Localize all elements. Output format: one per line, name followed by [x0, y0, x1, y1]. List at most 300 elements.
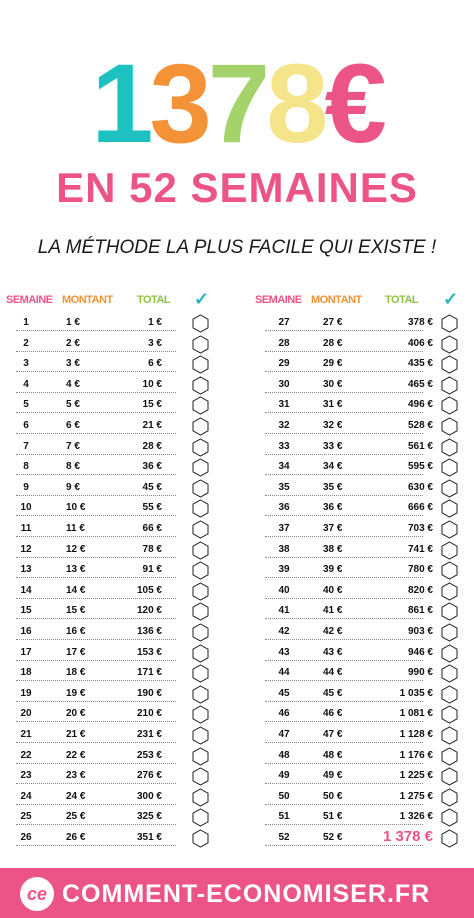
- row-divider: [16, 598, 176, 599]
- checkbox-hexagon[interactable]: [441, 788, 458, 807]
- running-total: 91 €: [142, 564, 162, 576]
- checkbox-hexagon[interactable]: [192, 499, 209, 518]
- table-row: [0, 498, 237, 519]
- row-divider: [265, 515, 423, 516]
- running-total: 528 €: [407, 420, 433, 431]
- row-divider: [16, 412, 176, 413]
- week-number: 38: [278, 543, 290, 555]
- title-part: €: [324, 41, 383, 166]
- week-amount: 35 €: [323, 481, 343, 493]
- title-part: 3: [149, 41, 208, 166]
- table-row: [0, 416, 237, 437]
- checkbox-hexagon[interactable]: [441, 376, 458, 395]
- table-row: [0, 807, 237, 828]
- checkbox-hexagon[interactable]: [441, 314, 458, 333]
- checkbox-hexagon[interactable]: [441, 417, 458, 436]
- checkbox-hexagon[interactable]: [441, 726, 458, 745]
- week-amount: 4 €: [66, 378, 80, 390]
- table-row: [0, 622, 237, 643]
- checkbox-hexagon[interactable]: [192, 541, 209, 560]
- week-number: 3: [23, 358, 29, 370]
- table-row: [0, 581, 237, 602]
- week-amount: 24 €: [66, 790, 86, 802]
- row-divider: [16, 680, 176, 681]
- checkbox-hexagon[interactable]: [441, 561, 458, 580]
- checkbox-hexagon[interactable]: [192, 726, 209, 745]
- running-total: 45 €: [142, 481, 162, 493]
- table-row: [0, 540, 237, 561]
- week-amount: 11 €: [66, 523, 85, 534]
- running-total: 496 €: [407, 399, 433, 411]
- running-total: 1 €: [148, 317, 162, 328]
- checkbox-hexagon[interactable]: [192, 479, 209, 498]
- checkbox-hexagon[interactable]: [441, 767, 458, 786]
- checkbox-hexagon[interactable]: [192, 829, 209, 848]
- checkbox-hexagon[interactable]: [441, 355, 458, 374]
- row-divider: [265, 660, 423, 661]
- running-total: 276 €: [136, 770, 162, 782]
- row-divider: [265, 412, 423, 413]
- week-number: 19: [20, 687, 32, 699]
- week-amount: 40 €: [323, 584, 343, 596]
- checkbox-hexagon[interactable]: [441, 479, 458, 498]
- table-row: [237, 684, 474, 705]
- running-total: 666 €: [407, 502, 433, 514]
- week-number: 37: [278, 523, 290, 534]
- week-amount: 46 €: [323, 708, 343, 720]
- running-total: 1 035 €: [399, 687, 433, 699]
- running-total: 210 €: [136, 708, 162, 720]
- checkbox-hexagon[interactable]: [441, 438, 458, 457]
- week-amount: 8 €: [66, 461, 80, 473]
- row-divider: [265, 495, 423, 496]
- checkbox-hexagon[interactable]: [441, 623, 458, 642]
- week-amount: 12 €: [66, 543, 86, 555]
- column-header-total: TOTAL: [137, 294, 171, 306]
- week-amount: 43 €: [323, 646, 343, 658]
- week-number: 35: [278, 481, 290, 493]
- checkbox-hexagon[interactable]: [192, 458, 209, 477]
- checkbox-hexagon[interactable]: [192, 376, 209, 395]
- week-number: 45: [278, 687, 290, 699]
- column-header-week: SEMAINE: [6, 294, 53, 306]
- week-number: 6: [23, 420, 29, 431]
- table-row: [237, 498, 474, 519]
- running-total: 780 €: [407, 564, 433, 576]
- week-number: 41: [278, 605, 290, 617]
- running-total: 21 €: [142, 420, 162, 431]
- running-total: 1 128 €: [399, 729, 433, 740]
- week-amount: 7 €: [66, 440, 80, 452]
- checkmark-icon: ✓: [443, 289, 459, 309]
- column-header-total: TOTAL: [385, 294, 419, 306]
- week-amount: 29 €: [323, 358, 343, 370]
- week-number: 46: [278, 708, 290, 720]
- column-header-week: SEMAINE: [255, 294, 302, 306]
- checkbox-hexagon[interactable]: [192, 623, 209, 642]
- row-divider: [16, 639, 176, 640]
- checkbox-hexagon[interactable]: [192, 705, 209, 724]
- checkbox-hexagon[interactable]: [192, 747, 209, 766]
- table-row: [0, 375, 237, 396]
- checkbox-hexagon[interactable]: [192, 808, 209, 827]
- table-row: [237, 313, 474, 334]
- table-row: [237, 375, 474, 396]
- table-row: [237, 663, 474, 684]
- row-divider: [16, 845, 176, 846]
- running-total: 703 €: [407, 523, 433, 534]
- title-part: 1: [91, 41, 150, 166]
- running-total: 1 326 €: [399, 811, 433, 823]
- week-number: 31: [278, 399, 290, 411]
- page-subtitle: EN 52 SEMAINES: [56, 164, 418, 211]
- title-part: 8: [266, 41, 325, 166]
- savings-table-left: [0, 288, 237, 853]
- week-number: 39: [278, 564, 290, 576]
- table-row: [237, 540, 474, 561]
- week-number: 32: [278, 420, 290, 431]
- week-number: 49: [278, 770, 290, 782]
- running-total: 6 €: [148, 358, 162, 370]
- week-number: 14: [20, 584, 32, 596]
- checkbox-hexagon[interactable]: [441, 602, 458, 621]
- week-number: 12: [20, 543, 32, 555]
- checkbox-hexagon[interactable]: [441, 829, 458, 848]
- running-total: 378 €: [407, 317, 433, 328]
- week-number: 18: [20, 667, 32, 679]
- row-divider: [265, 474, 423, 475]
- row-divider: [265, 618, 423, 619]
- week-amount: 41 €: [323, 605, 343, 617]
- week-number: 24: [20, 790, 32, 802]
- running-total: 435 €: [407, 358, 433, 370]
- table-row: [237, 478, 474, 499]
- table-row: [237, 787, 474, 808]
- row-divider: [265, 454, 423, 455]
- row-divider: [16, 742, 176, 743]
- week-number: 23: [20, 770, 32, 782]
- checkbox-hexagon[interactable]: [192, 520, 209, 539]
- running-total: 15 €: [142, 399, 162, 411]
- table-row: [0, 766, 237, 787]
- week-number: 40: [278, 584, 290, 596]
- week-number: 17: [20, 646, 32, 658]
- running-total: 190 €: [136, 687, 162, 699]
- table-row: [237, 354, 474, 375]
- running-total: 105 €: [136, 584, 162, 596]
- row-divider: [265, 351, 423, 352]
- running-total: 1 176 €: [399, 749, 433, 761]
- week-amount: 38 €: [323, 543, 343, 555]
- week-amount: 48 €: [323, 749, 343, 761]
- running-total: 28 €: [142, 440, 162, 452]
- week-amount: 18 €: [66, 667, 86, 679]
- table-row: [0, 313, 237, 334]
- table-row: [0, 725, 237, 746]
- table-row: [0, 746, 237, 767]
- week-amount: 16 €: [66, 626, 86, 637]
- row-divider: [265, 721, 423, 722]
- row-divider: [16, 721, 176, 722]
- week-amount: 21 €: [66, 729, 86, 740]
- week-amount: 2 €: [66, 337, 80, 349]
- week-amount: 10 €: [66, 502, 86, 514]
- running-total: 561 €: [407, 440, 433, 452]
- checkbox-hexagon[interactable]: [441, 335, 458, 354]
- running-total: 1 225 €: [399, 770, 433, 782]
- title-part: 7: [207, 41, 267, 166]
- table-row: [237, 395, 474, 416]
- row-divider: [16, 351, 176, 352]
- week-number: 30: [278, 378, 290, 390]
- week-amount: 47 €: [323, 729, 343, 740]
- running-total: 66 €: [142, 523, 162, 534]
- table-row: [237, 416, 474, 437]
- running-total: 136 €: [136, 626, 162, 637]
- week-amount: 30 €: [323, 378, 343, 390]
- week-number: 34: [278, 461, 290, 473]
- table-row: [237, 704, 474, 725]
- row-divider: [16, 392, 176, 393]
- week-number: 36: [278, 502, 290, 514]
- row-divider: [16, 557, 176, 558]
- checkbox-hexagon[interactable]: [192, 561, 209, 580]
- week-number: 50: [278, 790, 290, 802]
- table-row: [237, 828, 474, 849]
- table-row: [237, 746, 474, 767]
- row-divider: [16, 701, 176, 702]
- running-total: 120 €: [136, 605, 162, 617]
- week-number: 1: [23, 317, 29, 328]
- table-row: [237, 581, 474, 602]
- week-amount: 31 €: [323, 399, 343, 411]
- running-total: 903 €: [407, 626, 433, 637]
- week-amount: 27 €: [323, 317, 343, 328]
- table-row: [0, 395, 237, 416]
- row-divider: [265, 639, 423, 640]
- row-divider: [265, 371, 423, 372]
- week-amount: 36 €: [323, 502, 343, 514]
- checkbox-hexagon[interactable]: [192, 644, 209, 663]
- week-amount: 14 €: [66, 584, 86, 596]
- week-amount: 19 €: [66, 687, 86, 699]
- grand-total: 1 378 €: [382, 828, 433, 845]
- running-total: 1 275 €: [399, 790, 433, 802]
- running-total: 231 €: [136, 729, 162, 740]
- checkbox-hexagon[interactable]: [441, 664, 458, 683]
- table-row: [237, 457, 474, 478]
- table-row: [0, 519, 237, 540]
- week-amount: 37 €: [323, 523, 343, 534]
- week-amount: 26 €: [66, 832, 86, 843]
- week-amount: 45 €: [323, 687, 343, 699]
- table-row: [0, 663, 237, 684]
- checkbox-hexagon[interactable]: [441, 582, 458, 601]
- running-total: 78 €: [142, 543, 162, 555]
- running-total: 820 €: [407, 584, 433, 596]
- running-total: 465 €: [407, 378, 433, 390]
- checkbox-hexagon[interactable]: [441, 808, 458, 827]
- checkbox-hexagon[interactable]: [441, 685, 458, 704]
- week-number: 8: [23, 461, 29, 473]
- running-total: 741 €: [407, 543, 433, 555]
- checkbox-hexagon[interactable]: [192, 788, 209, 807]
- week-amount: 5 €: [66, 399, 80, 411]
- week-number: 11: [20, 523, 32, 534]
- table-row: [237, 601, 474, 622]
- checkbox-hexagon[interactable]: [192, 582, 209, 601]
- week-amount: 39 €: [323, 564, 343, 576]
- row-divider: [16, 371, 176, 372]
- checkbox-hexagon[interactable]: [192, 602, 209, 621]
- tagline: LA MÉTHODE LA PLUS FACILE QUI EXISTE !: [37, 237, 437, 258]
- row-divider: [265, 680, 423, 681]
- checkbox-hexagon[interactable]: [441, 499, 458, 518]
- table-row: [237, 622, 474, 643]
- week-amount: 6 €: [66, 420, 80, 431]
- table-row: [237, 766, 474, 787]
- running-total: 171 €: [136, 667, 162, 679]
- running-total: 253 €: [136, 749, 162, 761]
- week-number: 10: [20, 502, 32, 514]
- row-divider: [265, 783, 423, 784]
- week-number: 47: [278, 729, 290, 740]
- week-number: 43: [278, 646, 290, 658]
- checkbox-hexagon[interactable]: [192, 417, 209, 436]
- week-number: 26: [20, 832, 32, 843]
- row-divider: [16, 763, 176, 764]
- table-row: [237, 643, 474, 664]
- table-row: [0, 354, 237, 375]
- running-total: 351 €: [136, 832, 162, 843]
- row-divider: [265, 824, 423, 825]
- week-amount: 28 €: [323, 337, 343, 349]
- page-title: [0, 41, 474, 166]
- row-divider: [16, 474, 176, 475]
- week-number: 16: [20, 626, 32, 637]
- site-logo[interactable]: ce: [20, 877, 54, 911]
- table-row: [0, 334, 237, 355]
- site-link[interactable]: COMMENT-ECONOMISER.FR: [62, 880, 431, 908]
- row-divider: [265, 701, 423, 702]
- column-header-amount: MONTANT: [62, 294, 113, 306]
- checkbox-hexagon[interactable]: [192, 396, 209, 415]
- running-total: 300 €: [136, 790, 162, 802]
- checkbox-hexagon[interactable]: [192, 767, 209, 786]
- table-row: [0, 601, 237, 622]
- row-divider: [265, 598, 423, 599]
- column-header-amount: MONTANT: [311, 294, 362, 306]
- checkbox-hexagon[interactable]: [192, 664, 209, 683]
- row-divider: [16, 495, 176, 496]
- row-divider: [16, 454, 176, 455]
- checkbox-hexagon[interactable]: [441, 396, 458, 415]
- row-divider: [265, 433, 423, 434]
- row-divider: [265, 330, 423, 331]
- row-divider: [265, 742, 423, 743]
- checkbox-hexagon[interactable]: [192, 355, 209, 374]
- running-total: 1 081 €: [399, 708, 433, 720]
- running-total: 10 €: [142, 378, 162, 390]
- row-divider: [16, 515, 176, 516]
- week-number: 29: [278, 358, 290, 370]
- row-divider: [265, 557, 423, 558]
- row-divider: [265, 577, 423, 578]
- week-number: 13: [20, 564, 32, 576]
- week-number: 52: [278, 832, 290, 843]
- table-row: [237, 560, 474, 581]
- checkbox-hexagon[interactable]: [441, 458, 458, 477]
- week-amount: 33 €: [323, 440, 343, 452]
- row-divider: [265, 536, 423, 537]
- row-divider: [265, 392, 423, 393]
- table-row: [0, 457, 237, 478]
- running-total: 3 €: [148, 337, 162, 349]
- week-amount: 3 €: [66, 358, 80, 370]
- table-row: [237, 725, 474, 746]
- week-amount: 20 €: [66, 708, 86, 720]
- week-number: 15: [20, 605, 32, 617]
- week-number: 7: [23, 440, 29, 452]
- week-number: 21: [20, 729, 32, 740]
- checkbox-hexagon[interactable]: [441, 705, 458, 724]
- week-number: 33: [278, 440, 290, 452]
- week-amount: 25 €: [66, 811, 86, 823]
- week-amount: 42 €: [323, 626, 343, 637]
- week-number: 5: [23, 399, 29, 411]
- week-amount: 1 €: [66, 317, 80, 328]
- week-number: 2: [23, 337, 29, 349]
- checkbox-hexagon[interactable]: [441, 520, 458, 539]
- table-row: [237, 807, 474, 828]
- checkbox-hexagon[interactable]: [441, 644, 458, 663]
- week-number: 28: [278, 337, 290, 349]
- table-row: [0, 478, 237, 499]
- running-total: 406 €: [407, 337, 433, 349]
- running-total: 946 €: [407, 646, 433, 658]
- week-number: 51: [278, 811, 290, 823]
- table-row: [237, 334, 474, 355]
- checkbox-hexagon[interactable]: [441, 541, 458, 560]
- table-row: [237, 519, 474, 540]
- week-number: 25: [20, 811, 32, 823]
- running-total: 36 €: [142, 461, 162, 473]
- checkbox-hexagon[interactable]: [192, 685, 209, 704]
- week-amount: 9 €: [66, 481, 80, 493]
- week-amount: 49 €: [323, 770, 343, 782]
- week-amount: 13 €: [66, 564, 86, 576]
- checkbox-hexagon[interactable]: [192, 314, 209, 333]
- row-divider: [16, 660, 176, 661]
- checkbox-hexagon[interactable]: [192, 335, 209, 354]
- table-row: [0, 828, 237, 849]
- running-total: 325 €: [136, 811, 162, 823]
- week-amount: 23 €: [66, 770, 86, 782]
- row-divider: [16, 577, 176, 578]
- week-amount: 17 €: [66, 646, 86, 658]
- row-divider: [16, 330, 176, 331]
- table-row: [0, 684, 237, 705]
- week-amount: 52 €: [323, 832, 343, 843]
- table-row: [0, 704, 237, 725]
- table-row: [237, 437, 474, 458]
- checkbox-hexagon[interactable]: [441, 747, 458, 766]
- week-amount: 32 €: [323, 420, 343, 431]
- running-total: 861 €: [407, 605, 433, 617]
- table-row: [0, 437, 237, 458]
- checkbox-hexagon[interactable]: [192, 438, 209, 457]
- week-number: 22: [20, 749, 32, 761]
